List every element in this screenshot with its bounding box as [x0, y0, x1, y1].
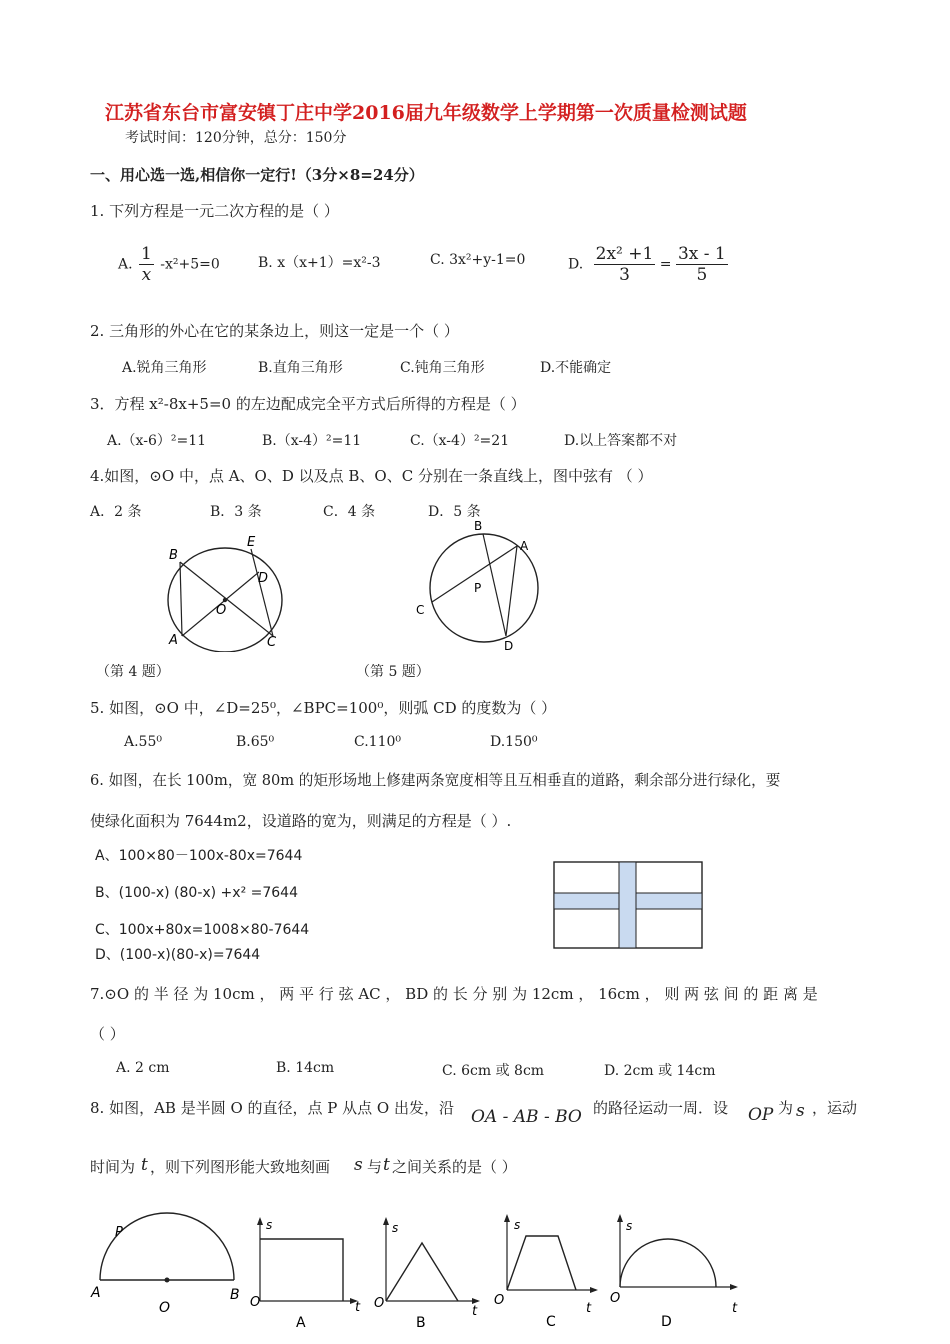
q3-option-d: D.以上答案都不对	[564, 433, 678, 449]
q5-option-a: A.55⁰	[124, 734, 162, 750]
graph-a-origin: O	[250, 1295, 261, 1310]
q8-t-2: t	[383, 1155, 390, 1175]
graph-b-origin: O	[374, 1296, 385, 1311]
graph-b-t-label: t	[472, 1304, 478, 1319]
q1-d-equals: =	[659, 256, 672, 273]
graph-d-t-label: t	[732, 1301, 738, 1316]
q4-option-c: C．4 条	[323, 504, 376, 520]
fig8-label-b: B	[230, 1287, 240, 1303]
graph-a-curve	[260, 1239, 343, 1301]
figure-6-field	[552, 860, 704, 950]
q5-option-c: C.110⁰	[354, 734, 401, 750]
q1-option-c: C. 3x²+y-1=0	[430, 252, 526, 268]
q5-option-d: D.150⁰	[490, 734, 538, 750]
question-1-stem: 1. 下列方程是一元二次方程的是（ ）	[90, 202, 339, 220]
q4-option-a: A．2 条	[90, 504, 142, 520]
fig8-label-o: O	[159, 1300, 171, 1315]
graph-d-y-arrow	[617, 1214, 623, 1222]
fig5-chord-ad	[506, 546, 517, 636]
exam-info: 考试时间：120分钟，总分：150分	[125, 130, 347, 146]
question-8-line2-part2: ，则下列图形能大致地刻画	[150, 1158, 331, 1176]
graph-a-s-label: s	[266, 1218, 273, 1232]
q7-option-c: C. 6cm 或 8cm	[442, 1063, 545, 1079]
q1-d-numerator-right: 3x - 1	[677, 244, 726, 264]
option-d-graph	[608, 1212, 748, 1340]
fig4-label-e: E	[247, 535, 256, 550]
q8-s-2: s	[354, 1155, 363, 1175]
q3-option-c: C.（x-4）²=21	[410, 433, 510, 449]
graph-c-origin: O	[494, 1293, 505, 1308]
fig5-label-d: D	[504, 639, 514, 653]
question-8-line2-part3: 与	[367, 1158, 383, 1176]
q8-s: s	[796, 1101, 805, 1121]
fig5-chord-bd	[483, 534, 506, 636]
q4-option-d: D．5 条	[428, 504, 481, 520]
q1-a-fraction	[139, 244, 154, 285]
q1-option-a	[118, 244, 220, 285]
fig4-chord-ba	[180, 562, 182, 636]
fig6-road-intersection	[620, 894, 636, 909]
question-4-stem: 4.如图，⊙O 中，点 A、O、D 以及点 B、O、C 分别在一条直线上，图中弦有 （ ）	[90, 467, 653, 485]
figure-4-caption: （第 4 题）	[96, 664, 170, 680]
q1-option-b: B. x（x+1）=x²-3	[258, 255, 381, 271]
fig8-label-p: P	[115, 1225, 123, 1240]
fig5-label-p: P	[474, 581, 482, 595]
fig5-label-b: B	[474, 519, 483, 533]
q1-a-rest: -x²+5=0	[160, 256, 220, 273]
question-8-line2-part1: 时间为	[90, 1158, 136, 1176]
question-8-stem-part4: ，运动	[812, 1099, 858, 1117]
q3-option-b: B.（x-4）²=11	[262, 433, 362, 449]
graph-c-curve	[507, 1236, 576, 1290]
q1-d-denominator-left: 3	[619, 265, 630, 285]
graph-c-y-arrow	[504, 1214, 510, 1222]
graph-c-option-label: C	[546, 1314, 556, 1330]
question-6-stem-line1: 6. 如图，在长 100m，宽 80m 的矩形场地上修建两条宽度相等且互相垂直的道路，剩余部分进行绿化，要	[90, 772, 781, 789]
question-8-stem-part1: 8. 如图，AB 是半圆 O 的直径，点 P 从点 O 出发，沿	[90, 1099, 455, 1117]
q1-d-fraction-left	[594, 244, 656, 285]
graph-d-option-label: D	[661, 1314, 672, 1330]
q2-option-b: B.直角三角形	[258, 360, 343, 376]
q1-a-denominator: x	[141, 265, 152, 285]
figure-8-semicircle	[85, 1205, 250, 1315]
question-8-stem-part2: 的路径运动一周．设	[593, 1099, 729, 1117]
graph-a-option-label: A	[296, 1315, 306, 1331]
graph-b-s-label: s	[392, 1221, 399, 1235]
q7-option-b: B. 14cm	[276, 1060, 335, 1076]
q8-path: OA - AB - BO	[471, 1107, 582, 1127]
graph-c-t-label: t	[586, 1301, 592, 1316]
fig5-label-a: A	[520, 539, 529, 553]
q8-t: t	[141, 1155, 148, 1175]
q4-option-b: B．3 条	[210, 504, 262, 520]
question-7-stem-line1: 7.⊙O 的 半 径 为 10cm ， 两 平 行 弦 AC ， BD 的 长 分 别 为 12cm ， 16cm ， 则 两 弦 间 的 距 离 是	[90, 985, 818, 1003]
question-2-stem: 2. 三角形的外心在它的某条边上，则这一定是一个（ ）	[90, 322, 459, 340]
q1-d-numerator-left: 2x² +1	[595, 244, 654, 264]
q1-d-fraction-right	[676, 244, 728, 285]
figure-4	[155, 532, 295, 652]
option-a-graph	[248, 1215, 368, 1343]
graph-d-x-arrow	[730, 1284, 738, 1290]
fig5-label-c: C	[416, 603, 425, 617]
q6-option-c: C、100x+80x=1008×80-7644	[95, 922, 310, 938]
section-heading: 一、用心选一选,相信你一定行!（3分×8=24分）	[90, 166, 424, 184]
q2-option-d: D.不能确定	[540, 360, 612, 376]
fig4-label-d: D	[258, 571, 269, 586]
figure-5	[410, 518, 550, 658]
q2-option-c: C.钝角三角形	[400, 360, 485, 376]
q1-a-numerator: 1	[141, 244, 152, 264]
fig8-label-a: A	[91, 1285, 101, 1301]
graph-a-y-arrow	[257, 1217, 263, 1225]
question-3-stem: 3．方程 x²-8x+5=0 的左边配成完全平方式后所得的方程是（ ）	[90, 395, 526, 413]
q7-option-d: D. 2cm 或 14cm	[604, 1063, 716, 1079]
graph-c-x-arrow	[590, 1287, 598, 1293]
graph-b-curve	[386, 1243, 458, 1301]
fig4-label-o: O	[216, 603, 227, 618]
graph-d-s-label: s	[626, 1219, 633, 1233]
graph-b-option-label: B	[416, 1315, 426, 1331]
graph-d-curve	[620, 1239, 716, 1287]
q6-option-a: A、100×80－100x-80x=7644	[95, 848, 303, 864]
graph-c-s-label: s	[514, 1218, 521, 1232]
q1-option-d	[568, 244, 728, 285]
graph-d-origin: O	[610, 1291, 621, 1306]
fig4-center-point	[223, 598, 227, 602]
q6-option-d: D、(100-x)(80-x)=7644	[95, 947, 261, 963]
graph-b-y-arrow	[383, 1217, 389, 1225]
q1-d-denominator-right: 5	[696, 265, 708, 285]
q5-option-b: B.65⁰	[236, 734, 275, 750]
question-7-stem-line2: （ ）	[90, 1025, 125, 1043]
graph-a-t-label: t	[355, 1300, 361, 1315]
q3-option-a: A.（x-6）²=11	[107, 433, 207, 449]
document-title: 江苏省东台市富安镇丁庄中学2016届九年级数学上学期第一次质量检测试题	[105, 102, 747, 124]
q6-option-b: B、(100-x) (80-x) +x² =7644	[95, 885, 298, 901]
fig8-arc	[100, 1213, 234, 1280]
q2-option-a: A.锐角三角形	[122, 360, 207, 376]
option-b-graph	[372, 1215, 492, 1343]
fig4-label-a: A	[169, 633, 178, 648]
q1-a-label: A.	[118, 256, 133, 273]
q1-d-label: D.	[568, 256, 584, 273]
question-6-stem-line2: 使绿化面积为 7644m2，设道路的宽为，则满足的方程是（ ）.	[90, 812, 512, 830]
fig4-chord-ec	[251, 549, 273, 636]
fig8-center-point	[165, 1278, 170, 1283]
q8-op: OP	[748, 1105, 774, 1125]
fig4-label-b: B	[169, 548, 178, 563]
q7-option-a: A. 2 cm	[116, 1060, 170, 1076]
question-8-stem-part3: 为	[778, 1099, 794, 1117]
question-8-line2-part4: 之间关系的是（ ）	[392, 1158, 517, 1176]
figure-5-caption: （第 5 题）	[356, 664, 430, 680]
question-5-stem: 5. 如图，⊙O 中，∠D=25⁰，∠BPC=100⁰，则弧 CD 的度数为（ ）	[90, 699, 557, 717]
fig4-label-c: C	[267, 635, 277, 650]
option-c-graph	[492, 1212, 610, 1340]
